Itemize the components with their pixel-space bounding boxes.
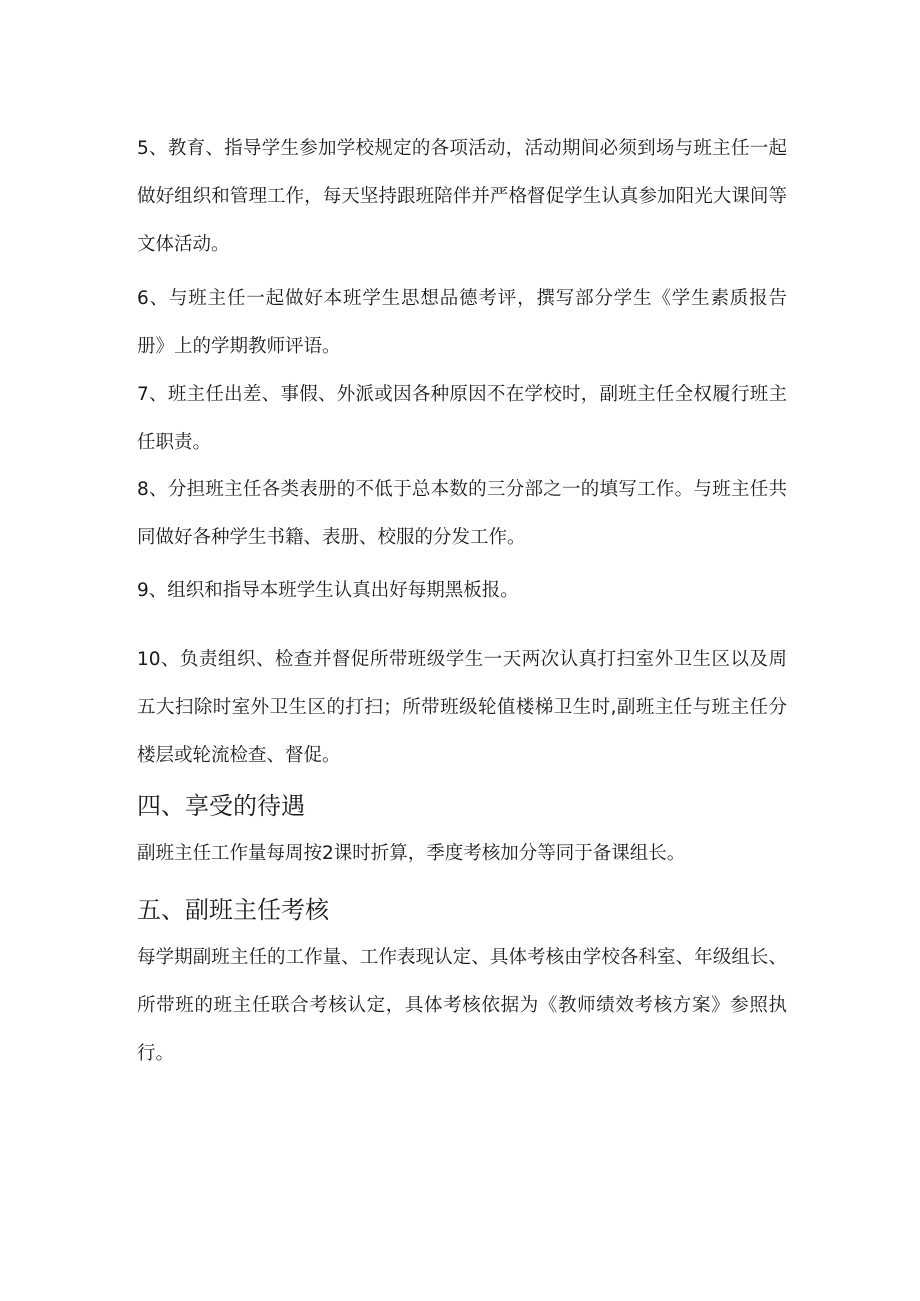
duty-item-8: 8、分担班主任各类表册的不低于总本数的三分部之一的填写工作。与班主任共同做好各种学生书籍、表册、校服的分发工作。: [137, 479, 787, 548]
duty-item-5: 5、教育、指导学生参加学校规定的各项活动，活动期间必须到场与班主任一起做好组织和管理工作，每天坚持跟班陪伴并严格督促学生认真参加阳光大课间等文体活动。: [137, 138, 787, 255]
section-heading-assessment: 五、副班主任考核: [137, 896, 329, 924]
duty-item-6: 6、与班主任一起做好本班学生思想品德考评，撰写部分学生《学生素质报告册》上的学期教师评语。: [137, 288, 787, 357]
duty-item-9: 9、组织和指导本班学生认真出好每期黑板报。: [137, 580, 519, 601]
section-heading-benefits: 四、享受的待遇: [137, 792, 305, 820]
section-body-benefits: 副班主任工作量每周按2课时折算，季度考核加分等同于备课组长。: [137, 843, 686, 864]
duty-item-7: 7、班主任出差、事假、外派或因各种原因不在学校时，副班主任全权履行班主任职责。: [137, 384, 787, 453]
duty-item-10: 10、负责组织、检查并督促所带班级学生一天两次认真打扫室外卫生区以及周五大扫除时室外卫生区的打扫；所带班级轮值楼梯卫生时,副班主任与班主任分楼层或轮流检查、督促。: [137, 649, 787, 766]
section-body-assessment: 每学期副班主任的工作量、工作表现认定、具体考核由学校各科室、年级组长、所带班的班主任联合考核认定，具体考核依据为《教师绩效考核方案》参照执行。: [137, 947, 787, 1064]
